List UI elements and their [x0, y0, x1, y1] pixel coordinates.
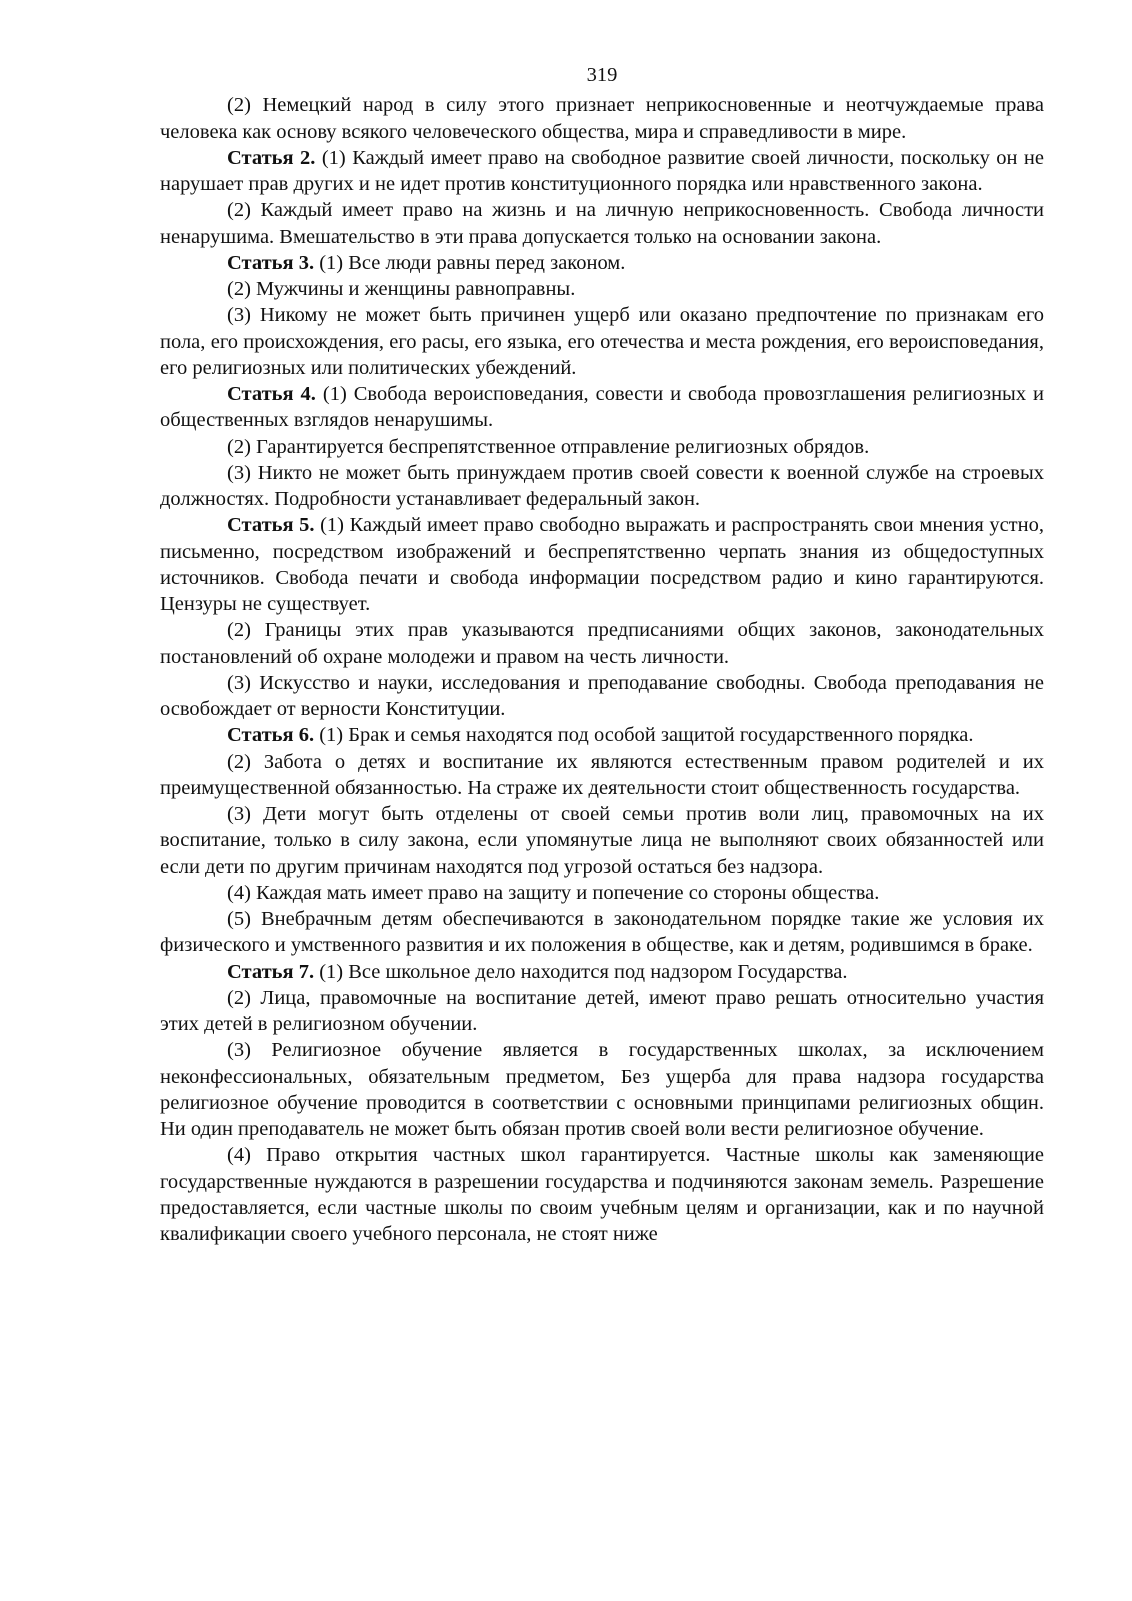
article-heading: Статья 4.: [227, 383, 316, 405]
paragraph: [160, 1142, 1044, 1247]
paragraph-text: (1) Свобода вероисповедания, совести и свобода провозглашения религиозных и общественных взглядов ненарушимы.: [160, 383, 1045, 432]
paragraph-text: (2) Гарантируется беспрепятственное отправление религиозных обрядов.: [227, 435, 870, 458]
paragraph: [160, 512, 1044, 617]
paragraph: [160, 434, 1044, 460]
article-heading: Статья 3.: [227, 251, 315, 274]
article-heading: Статья 6.: [227, 724, 315, 747]
paragraph-text: (3) Искусство и науки, исследования и преподавание свободны. Свобода преподавания не освобождает от верности Конституции.: [160, 671, 1044, 720]
paragraph-text: (1) Брак и семья находятся под особой защитой государственного порядка.: [314, 724, 974, 747]
paragraph-text: (2) Забота о детях и воспитание их являются естественным правом родителей и их преимущественной обязанностью. На страже их деятельности стоит общественность государства.: [160, 750, 1044, 799]
page-number: 319: [586, 64, 618, 86]
paragraph: [160, 906, 1044, 959]
paragraph: [160, 92, 1044, 145]
article-heading: Статья 7.: [227, 960, 315, 983]
document-page: [160, 62, 1044, 1247]
paragraph: [160, 276, 1044, 302]
paragraph: [160, 197, 1044, 250]
article-heading: Статья 5.: [227, 514, 315, 537]
paragraph-text: (5) Внебрачным детям обеспечиваются в законодательном порядке такие же условия их физического и умственного развития и их положения в обществе, как и детям, родившимся в браке.: [160, 908, 1044, 957]
paragraph: [160, 670, 1044, 723]
paragraph: [160, 801, 1044, 880]
article-heading: Статья 2.: [227, 146, 316, 169]
paragraph-text: (2) Лица, правомочные на воспитание детей, имеют право решать относительно участия этих детей в религиозном обучении.: [160, 986, 1044, 1035]
paragraph-text: (3) Никому не может быть причинен ущерб или оказано предпочтение по признакам его пола, его происхождения, его расы, его языка, его отечества и места рождения, его вероисповедания, его религиозных или политических убеждений.: [160, 304, 1044, 379]
paragraph: [160, 880, 1044, 906]
paragraph-text: (3) Никто не может быть принуждаем против своей совести к военной службе на строевых должностях. Подробности устанавливает федеральный закон.: [160, 461, 1044, 510]
paragraph: [160, 985, 1044, 1038]
paragraph-text: (4) Каждая мать имеет право на защиту и попечение со стороны общества.: [227, 881, 880, 904]
paragraph: [160, 722, 1044, 748]
paragraph: [160, 1037, 1044, 1142]
paragraph: [160, 617, 1044, 670]
paragraph: [160, 381, 1044, 434]
paragraph-text: (1) Все люди равны перед законом.: [314, 251, 626, 274]
paragraph: [160, 145, 1044, 198]
paragraph-text: (2) Мужчины и женщины равноправны.: [227, 278, 576, 300]
paragraph: [160, 460, 1044, 513]
paragraph-text: (1) Каждый имеет право на свободное развитие своей личности, поскольку он не нарушает прав других и не идет против конституционного порядка или нравственного закона.: [160, 146, 1045, 195]
paragraph: [160, 959, 1044, 985]
paragraph-text: (1) Каждый имеет право свободно выражать и распространять свои мнения устно, письменно, посредством изображений и беспрепятственно черпать знания из общедоступных источников. Свобода печати и свобода информации посредством радио и кино гарантируются. Цензуры не существует.: [160, 514, 1044, 615]
paragraph-text: (2) Границы этих прав указываются предписаниями общих законов, законодательных постановлений об охране молодежи и правом на честь личности.: [160, 619, 1044, 668]
paragraph-text: (3) Религиозное обучение является в государственных школах, за исключением неконфессиональных, обязательным предметом, Без ущерба для права надзора государства религиозное обучение проводится в соответствии с основными принципами религиозных общин. Ни один преподаватель не может быть обязан против своей воли вести религиозное обучение.: [160, 1039, 1044, 1140]
paragraph-text: (2) Каждый имеет право на жизнь и на личную неприкосновенность. Свобода личности ненарушима. Вмешательство в эти права допускается только на основании закона.: [160, 199, 1044, 248]
paragraph-text: (2) Немецкий народ в силу этого признает неприкосновенные и неотчуждаемые права человека как основу всякого человеческого общества, мира и справедливости в мире.: [160, 94, 1044, 143]
paragraph: [160, 250, 1044, 276]
paragraph-text: (1) Все школьное дело находится под надзором Государства.: [314, 960, 848, 983]
paragraph: [160, 749, 1044, 802]
paragraph: [160, 302, 1044, 381]
paragraph-text: (4) Право открытия частных школ гарантируется. Частные школы как заменяющие государственные нуждаются в разрешении государства и подчиняются законам земель. Разрешение предоставляется, если частные школы по своим учебным целям и организации, как и по научной квалификации своего учебного персонала, не стоят ниже: [160, 1144, 1044, 1245]
paragraph-text: (3) Дети могут быть отделены от своей семьи против воли лиц, правомочных на их воспитание, только в силу закона, если упомянутые лица не выполняют своих обязанностей или если дети по другим причинам находятся под угрозой остаться без надзора.: [160, 803, 1044, 878]
